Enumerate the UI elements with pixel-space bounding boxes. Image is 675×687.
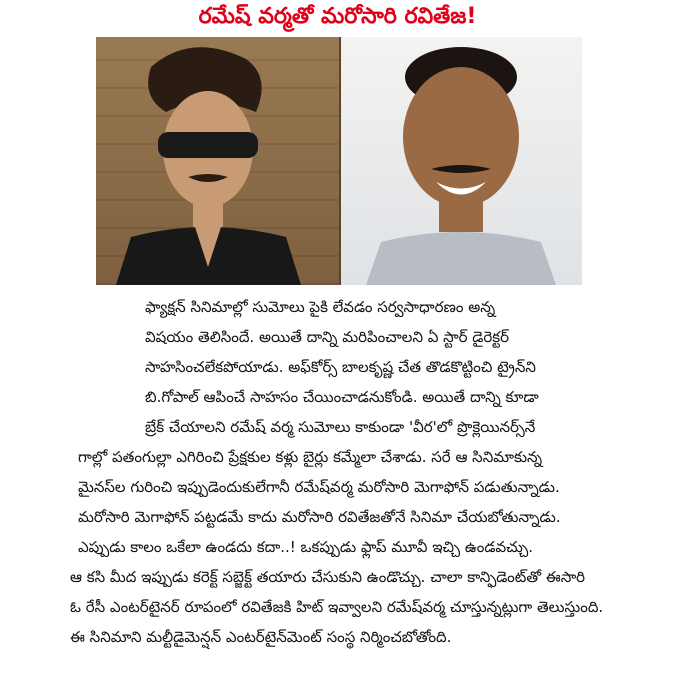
article-line: ఓ రేసీ ఎంటర్‌టైనర్ రూపంలో రవితేజకి హిట్ ఇవ్వాలని రమేష్‌వర్మ చూస్తున్నట్లుగా తెలుస్తుంది. — [70, 598, 604, 616]
article-line: మరోసారి మెగాఫోన్ పట్టడమే కాదు మరోసారి రవితేజతోనే సినిమా చేయబోతున్నాడు. — [78, 508, 561, 526]
article-line: ఈ సినిమాని మల్టీడైమెన్షన్ ఎంటర్‌టైన్‌మెంట్ సంస్థ నిర్మించబోతోంది. — [70, 628, 452, 646]
article-line: గాల్లో పతంగుల్లా ఎగిరించి ప్రేక్షకుల కళ్లు బైర్లు కమ్మేలా చేశాడు. సరే ఆ సినిమాకున్న — [78, 448, 543, 466]
article-line: మైనస్‌ల గురించి ఇప్పుడెందుకులేగానీ రమేష్‌వర్మ మరోసారి మెగాఫోన్ పడుతున్నాడు. — [78, 478, 560, 496]
article-line: బి.గోపాల్ ఆపించే సాహసం చేయించాడనుకోండి. అయితే దాన్ని కూడా — [145, 388, 539, 406]
article-line: ఆ కసి మీద ఇప్పుడు కరెక్ట్ సబ్జెక్ట్ తయారు చేసుకుని ఉండొచ్చు. చాలా కాన్ఫిడెంట్‌తో ఈసారి — [70, 568, 586, 586]
article-line: ఎప్పుడు కాలం ఒకేలా ఉండదు కదా..! ఒకప్పుడు ఫ్లాప్ మూవీ ఇచ్చి ఉండవచ్చు. — [78, 538, 533, 556]
article-line: విషయం తెలిసిందే. అయితే దాన్ని మరిపించాలని ఏ స్టార్ డైరెక్టర్ — [145, 328, 510, 346]
director-photo — [341, 37, 582, 285]
article-line: బ్రేక్ చేయాలని రమేష్ వర్మ సుమోలు కాకుండా 'వీర'లో ప్రొక్లెయినర్స్‌నే — [145, 418, 536, 436]
article-line: సాహసించలేకపోయాడు. అఫ్‌కోర్స్ బాలకృష్ణ చేత తొడకొట్టించి ట్రైన్‌ని — [145, 358, 536, 376]
actor-photo — [96, 37, 341, 285]
article-line: ఫ్యాక్షన్ సినిమాల్లో సుమోలు పైకి లేవడం సర్వసాధారణం అన్న — [145, 298, 496, 316]
article-headline: రమేష్ వర్మతో మరోసారి రవితేజ! — [198, 4, 477, 29]
director-figure — [341, 37, 582, 285]
actor-figure — [96, 37, 341, 285]
article-photo — [96, 37, 582, 285]
